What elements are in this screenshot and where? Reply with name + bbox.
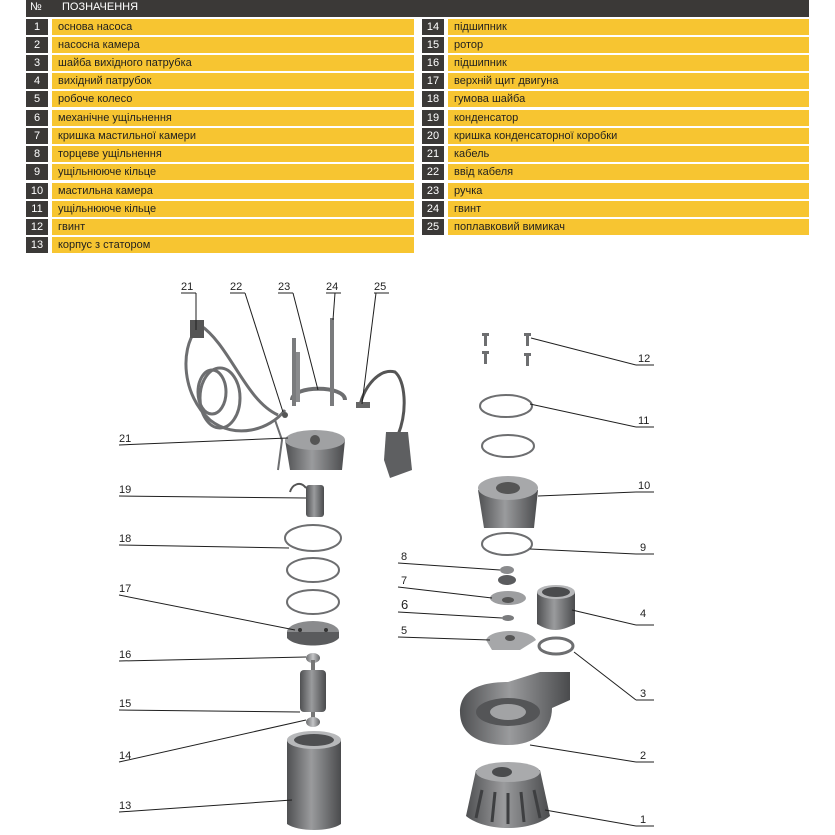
legend-label: підшипник — [448, 55, 809, 71]
legend-number: 25 — [422, 219, 444, 235]
legend-number: 2 — [26, 37, 48, 53]
callout-21-top: 21 — [181, 281, 194, 293]
stator-housing-part — [287, 731, 341, 830]
legend-label: торцеве ущільнення — [52, 146, 414, 162]
legend-number: 13 — [26, 237, 48, 253]
legend-label: кришка мастильної камери — [52, 128, 414, 144]
legend-number: 16 — [422, 55, 444, 71]
callout-7: 7 — [401, 575, 408, 587]
legend-number: 10 — [26, 183, 48, 199]
legend-number: 7 — [26, 128, 48, 144]
legend-number: 17 — [422, 73, 444, 89]
legend-label: підшипник — [448, 19, 809, 35]
legend-label: ротор — [448, 37, 809, 53]
callout-21-left: 21 — [119, 433, 132, 445]
legend-label: гвинт — [52, 219, 414, 235]
rotor-part — [300, 660, 326, 724]
legend-header-number: № — [30, 1, 42, 13]
legend-label: кабель — [448, 146, 809, 162]
o-ring-part — [480, 395, 534, 457]
legend-label: верхній щит двигуна — [448, 73, 809, 89]
legend-label: насосна камера — [52, 37, 414, 53]
legend-number: 23 — [422, 183, 444, 199]
upper-motor-shield-part — [287, 621, 339, 646]
legend-header-title: ПОЗНАЧЕННЯ — [62, 1, 139, 13]
legend-label: поплавковий вимикач — [448, 219, 809, 235]
legend-label: механічне ущільнення — [52, 110, 414, 126]
outlet-pipe-part — [537, 585, 575, 630]
legend-number: 22 — [422, 164, 444, 180]
callout-3: 3 — [640, 688, 647, 700]
seal-ring-part — [482, 533, 532, 555]
legend-number: 4 — [26, 73, 48, 89]
callout-15: 15 — [119, 698, 132, 710]
legend-number: 8 — [26, 146, 48, 162]
outlet-washer-part — [539, 638, 573, 654]
screws-part — [482, 333, 531, 366]
legend-number: 1 — [26, 19, 48, 35]
callout-17: 17 — [119, 583, 132, 595]
callout-22: 22 — [230, 281, 243, 293]
legend-number: 24 — [422, 201, 444, 217]
legend-number: 18 — [422, 91, 444, 107]
pump-chamber-part — [460, 672, 570, 745]
legend-number: 3 — [26, 55, 48, 71]
handle-part — [292, 318, 345, 406]
callout-12: 12 — [638, 353, 651, 365]
legend-number: 11 — [26, 201, 48, 217]
legend-label: основа насоса — [52, 19, 414, 35]
rubber-washer-part — [285, 525, 341, 614]
legend-label: кришка конденсаторної коробки — [448, 128, 809, 144]
pump-base-part — [466, 762, 550, 828]
legend-number: 12 — [26, 219, 48, 235]
callout-24: 24 — [326, 281, 339, 293]
legend-label: корпус з статором — [52, 237, 414, 253]
callout-13: 13 — [119, 800, 132, 812]
legend-number: 21 — [422, 146, 444, 162]
callout-23: 23 — [278, 281, 291, 293]
callout-5: 5 — [401, 625, 408, 637]
legend-number: 19 — [422, 110, 444, 126]
legend-number: 6 — [26, 110, 48, 126]
callout-19: 19 — [119, 484, 132, 496]
face-seal-part — [498, 566, 516, 585]
callout-10: 10 — [638, 480, 651, 492]
capacitor-box-cover-part — [285, 430, 345, 470]
legend-label: ручка — [448, 183, 809, 199]
callout-1: 1 — [640, 814, 647, 826]
callout-9: 9 — [640, 542, 647, 554]
capacitor-part — [290, 484, 324, 517]
legend-label: робоче колесо — [52, 91, 414, 107]
legend-label: гумова шайба — [448, 91, 809, 107]
legend-label: мастильна камера — [52, 183, 414, 199]
callout-25: 25 — [374, 281, 387, 293]
oil-chamber-part — [478, 476, 538, 528]
legend-number: 20 — [422, 128, 444, 144]
lower-bearing-part — [306, 717, 320, 727]
legend-label: ущільнююче кільце — [52, 201, 414, 217]
legend-label: гвинт — [448, 201, 809, 217]
legend-label: ввід кабеля — [448, 164, 809, 180]
mechanical-seal-part — [502, 615, 514, 621]
impeller-part — [486, 631, 536, 650]
callout-4: 4 — [640, 608, 647, 620]
legend-label: ущільнююче кільце — [52, 164, 414, 180]
callout-8: 8 — [401, 551, 408, 563]
legend-label: вихідний патрубок — [52, 73, 414, 89]
legend-number: 14 — [422, 19, 444, 35]
cable-coil-part — [186, 320, 285, 431]
legend-label: шайба вихідного патрубка — [52, 55, 414, 71]
legend-label: конденсатор — [448, 110, 809, 126]
legend-number: 5 — [26, 91, 48, 107]
callout-11: 11 — [638, 415, 650, 427]
legend-number: 9 — [26, 164, 48, 180]
callout-16: 16 — [119, 649, 132, 661]
callout-18: 18 — [119, 533, 132, 545]
callout-6: 6 — [401, 597, 409, 612]
oil-chamber-cover-part — [490, 591, 526, 605]
legend-number: 15 — [422, 37, 444, 53]
callout-2: 2 — [640, 750, 647, 762]
callout-14: 14 — [119, 750, 132, 762]
